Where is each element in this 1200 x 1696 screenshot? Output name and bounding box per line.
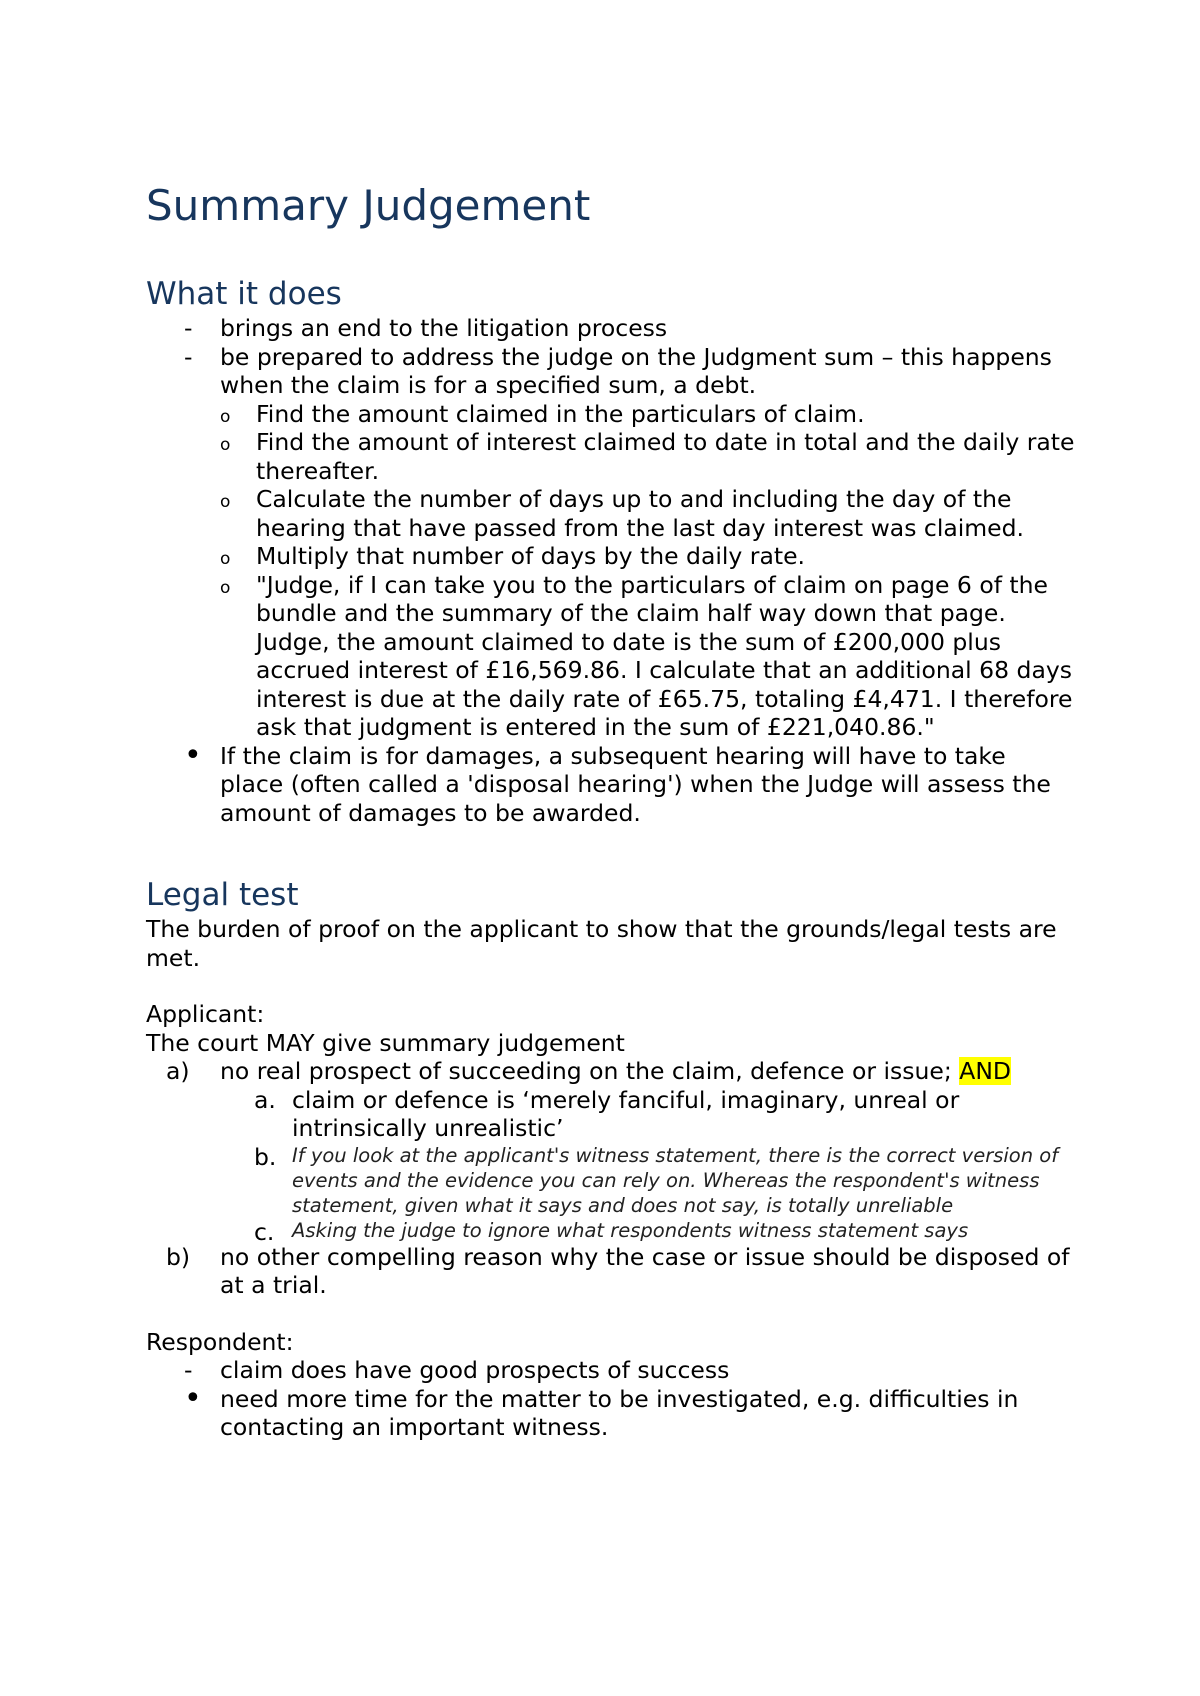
bullet-icon: • [184,1380,202,1416]
bullet-icon: • [184,737,202,773]
dash-marker: - [184,314,193,342]
italic-note: Asking the judge to ignore what respondents witness statement says [292,1218,969,1242]
spacer [146,1300,1076,1328]
sub-list-item-text: Find the amount of interest claimed to date in total and the daily rate thereafter. [256,428,1075,485]
circle-bullet-icon: o [220,435,231,455]
sub-list-item-text: "Judge, if I can take you to the particulars of claim on page 6 of the bundle and the summary of the claim half way down that page. Judge, the amount claimed to date is the sum of £200,000 plus accrued interest of £16,569.86. I calculate that an additional 68 days interest is due at the daily rate of £65.75, totaling £4,471. I therefore ask that judgment is entered in the sum of £221,040.86." [256,570,1073,741]
intro-paragraph: The burden of proof on the applicant to show that the grounds/legal tests are met. [146,915,1057,972]
circle-bullet-icon: o [220,577,231,598]
sub-list-item [146,1143,1076,1218]
list-item-a [146,1057,1076,1086]
list-item-text: claim does have good prospects of success [220,1356,730,1384]
sub-list-item-text: claim or defence is ‘merely fanciful, imaginary, unreal or intrinsically unrealistic’ [292,1085,960,1142]
list-item [146,737,1076,828]
list-item-text: brings an end to the litigation process [220,314,668,342]
dash-marker: - [184,342,193,371]
sub-list-item [146,1217,1076,1246]
list-marker: b. [254,1142,277,1171]
list-marker: a. [254,1085,276,1114]
dash-marker: - [184,1356,193,1384]
list-item-text: no other compelling reason why the case or issue should be disposed of at a trial. [220,1242,1070,1299]
list-marker: a) [166,1057,190,1085]
list-item [146,1380,1076,1442]
applicant-label: Applicant: [146,1000,265,1028]
respondent-label: Respondent: [146,1327,294,1356]
sub-list-item-text: Find the amount claimed in the particulars of claim. [256,399,865,428]
list-item-text: be prepared to address the judge on the Judgment sum – this happens when the claim is for a specified sum, a debt. [220,342,1052,399]
sub-list-item [146,400,1076,429]
sub-list-item-text: Multiply that number of days by the daily rate. [256,542,805,570]
circle-bullet-icon: o [220,549,231,569]
list-item-b [146,1243,1076,1300]
circle-bullet-icon: o [220,492,231,512]
sub-list-item [146,571,1076,742]
sub-list-item [146,485,1076,542]
list-item-text: need more time for the matter to be investigated, e.g. difficulties in contacting an important witness. [220,1384,1019,1441]
italic-note: If you look at the applicant's witness statement, there is the correct version of events and the evidence you can rely on. Whereas the respondent's witness statement, given what it says and does not say, is totally unreliable [292,1143,1059,1217]
list-item-text: no real prospect of succeeding on the claim, defence or issue; [220,1057,952,1085]
list-item [146,1356,1076,1385]
spacer [146,972,1076,1000]
circle-bullet-icon: o [220,406,231,427]
section-heading-legal-test: Legal test [146,877,299,913]
section-heading-what-it-does: What it does [146,276,342,312]
list-item [146,343,1076,400]
list-item [146,314,1076,343]
court-line: The court MAY give summary judgement [146,1028,625,1057]
document-content [146,180,1076,1442]
sub-list-item [146,428,1076,485]
list-marker: b) [166,1242,191,1271]
list-marker: c. [254,1217,275,1246]
page-title: Summary Judgement [146,181,591,230]
sub-list-item-text: Calculate the number of days up to and including the day of the hearing that have passed from the last day interest was claimed. [256,485,1025,542]
sub-list-item [146,542,1076,571]
list-item-text: If the claim is for damages, a subsequent hearing will have to take place (often called a 'disposal hearing') when the Judge will assess the amount of damages to be awarded. [220,741,1051,827]
highlighted-and: AND [959,1057,1012,1085]
sub-list-item [146,1086,1076,1143]
